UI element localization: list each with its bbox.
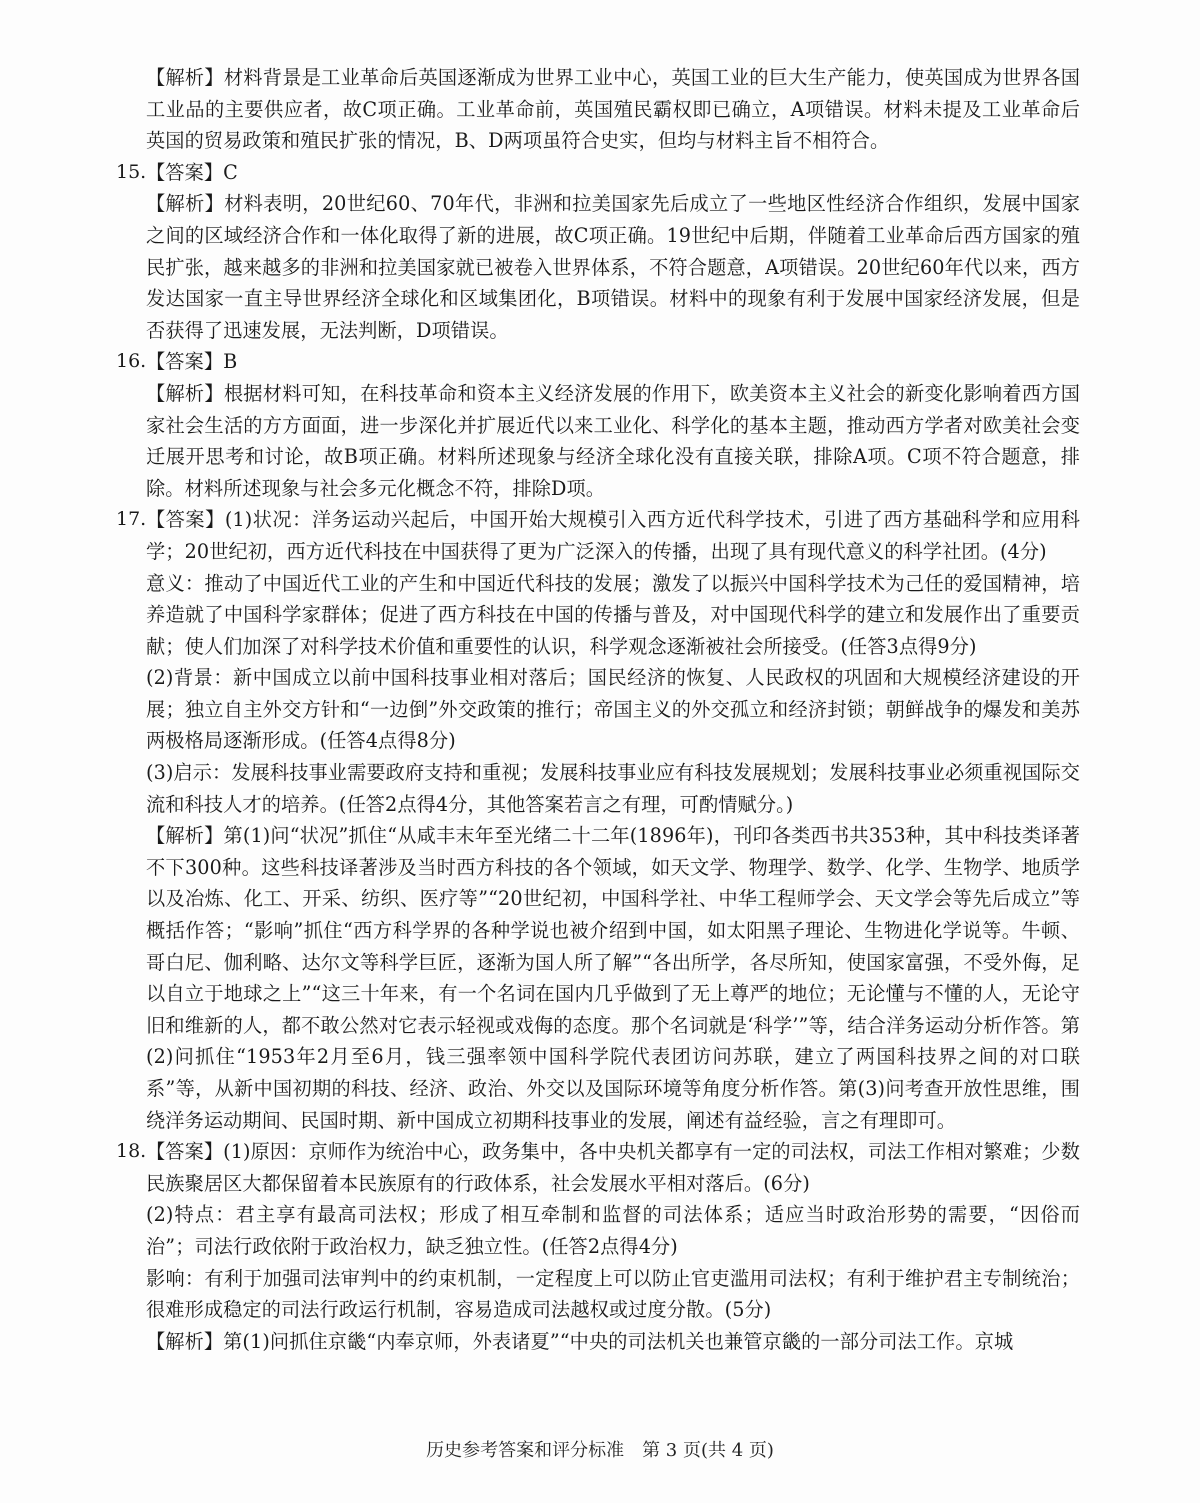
question-block-17: [116, 504, 1080, 1136]
question-number: 16.: [116, 350, 147, 373]
answer-paragraph: 【解析】材料表明，20世纪60、70年代，非洲和拉美国家先后成立了一些地区性经济合作组织，发展中国家之间的区域经济合作和一体化取得了新的进展，故C项正确。19世纪中后期，伴随着工业革命后西方国家的殖民扩张，越来越多的非洲和拉美国家就已被卷入世界体系，不符合题意，A项错误。20世纪60年代以来，西方发达国家一直主导世界经济全球化和区域集团化，B项错误。材料中的现象有利于发展中国家经济发展，但是否获得了迅速发展，无法判断，D项错误。: [146, 192, 1080, 342]
question-block-continued: [120, 62, 1080, 157]
answer-paragraph: 【解析】根据材料可知，在科技革命和资本主义经济发展的作用下，欧美资本主义社会的新变化影响着西方国家社会生活的方方面面，进一步深化并扩展近代以来工业化、科学化的基本主题，推动西方学者对欧美社会变迁展开思考和讨论，故B项正确。材料所述现象与经济全球化没有直接关联，排除A项。C项不符合题意，排除。材料所述现象与社会多元化概念不符，排除D项。: [146, 381, 1080, 500]
answer-paragraph: 【解析】第(1)问抓住京畿“内奉京师，外表诸夏”“中央的司法机关也兼管京畿的一部分司法工作。京城: [146, 1329, 1014, 1353]
question-block-18: [116, 1136, 1080, 1357]
answer-paragraph: (3)启示：发展科技事业需要政府支持和重视；发展科技事业应有科技发展规划；发展科技事业必须重视国际交流和科技人才的培养。(任答2点得4分，其他答案若言之有理，可酌情赋分。): [146, 761, 1080, 816]
question-block-15: [116, 157, 1080, 347]
answer-paragraph: 【答案】B: [146, 350, 238, 374]
answer-paragraph: 【解析】材料背景是工业革命后英国逐渐成为世界工业中心，英国工业的巨大生产能力，使英国成为世界各国工业品的主要供应者，故C项正确。工业革命前，英国殖民霸权即已确立，A项错误。材料未提及工业革命后英国的贸易政策和殖民扩张的情况，B、D两项虽符合史实，但均与材料主旨不相符合。: [146, 66, 1080, 153]
answer-paragraph: 意义：推动了中国近代工业的产生和中国近代科技的发展；激发了以振兴中国科学技术为己任的爱国精神，培养造就了中国科学家群体；促进了西方科技在中国的传播与普及，对中国现代科学的建立和发展作出了重要贡献；使人们加深了对科学技术价值和重要性的认识，科学观念逐渐被社会所接受。(任答3点得9分): [146, 571, 1080, 658]
page-footer: 历史参考答案和评分标准 第 3 页(共 4 页): [426, 1440, 774, 1461]
answer-paragraph: 【答案】(1)原因：京师作为统治中心，政务集中，各中央机关都享有一定的司法权，司法工作相对繁难；少数民族聚居区大都保留着本民族原有的行政体系，社会发展水平相对落后。(6分): [146, 1140, 1080, 1195]
answer-content: [116, 62, 1080, 1357]
question-number: 15.: [116, 160, 147, 183]
question-number: 18.: [116, 1140, 147, 1163]
answer-paragraph: (2)背景：新中国成立以前中国科技事业相对落后；国民经济的恢复、人民政权的巩固和大规模经济建设的开展；独立自主外交方针和“一边倒”外交政策的推行；帝国主义的外交孤立和经济封锁；朝鲜战争的爆发和美苏两极格局逐渐形成。(任答4点得8分): [146, 666, 1080, 753]
answer-paragraph: (2)特点：君主享有最高司法权；形成了相互牵制和监督的司法体系；适应当时政治形势的需要，“因俗而治”；司法行政依附于政治权力，缺乏独立性。(任答2点得4分): [146, 1203, 1080, 1258]
answer-paragraph: 影响：有利于加强司法审判中的约束机制，一定程度上可以防止官吏滥用司法权；有利于维护君主专制统治；很难形成稳定的司法行政运行机制，容易造成司法越权或过度分散。(5分): [146, 1266, 1080, 1322]
answer-paragraph: 【答案】(1)状况：洋务运动兴起后，中国开始大规模引入西方近代科学技术，引进了西方基础科学和应用科学；20世纪初，西方近代科技在中国获得了更为广泛深入的传播，出现了具有现代意义的科学社团。(4分): [146, 508, 1080, 563]
question-number: 17.: [116, 508, 147, 531]
answer-paragraph: 【答案】C: [146, 160, 238, 184]
answer-paragraph: 【解析】第(1)问“状况”抓住“从咸丰末年至光绪二十二年(1896年)，刊印各类西书共353种，其中科技类译著不下300种。这些科技译著涉及当时西方科技的各个领域，如天文学、物理学、数学、化学、生物学、地质学以及冶炼、化工、开采、纺织、医疗等”“20世纪初，中国科学社、中华工程师学会、天文学会等先后成立”等概括作答；“影响”抓住“西方科学界的各种学说也被介绍到中国，如太阳黑子理论、生物进化学说等。牛顿、哥白尼、伽利略、达尔文等科学巨匠，逐渐为国人所了解”“各出所学，各尽所知，使国家富强，不受外侮，足以自立于地球之上”“这三十年来，有一个名词在国内几乎做到了无上尊严的地位；无论懂与不懂的人，无论守旧和维新的人，都不敢公然对它表示轻视或戏侮的态度。那个名词就是‘科学’”等，结合洋务运动分析作答。第(2)问抓住“1953年2月至6月，钱三强率领中国科学院代表团访问苏联，建立了两国科技界之间的对口联系”等，从新中国初期的科技、经济、政治、外交以及国际环境等角度分析作答。第(3)问考查开放性思维，围绕洋务运动期间、民国时期、新中国成立初期科技事业的发展，阐述有益经验，言之有理即可。: [146, 824, 1080, 1132]
question-block-16: [116, 346, 1080, 504]
